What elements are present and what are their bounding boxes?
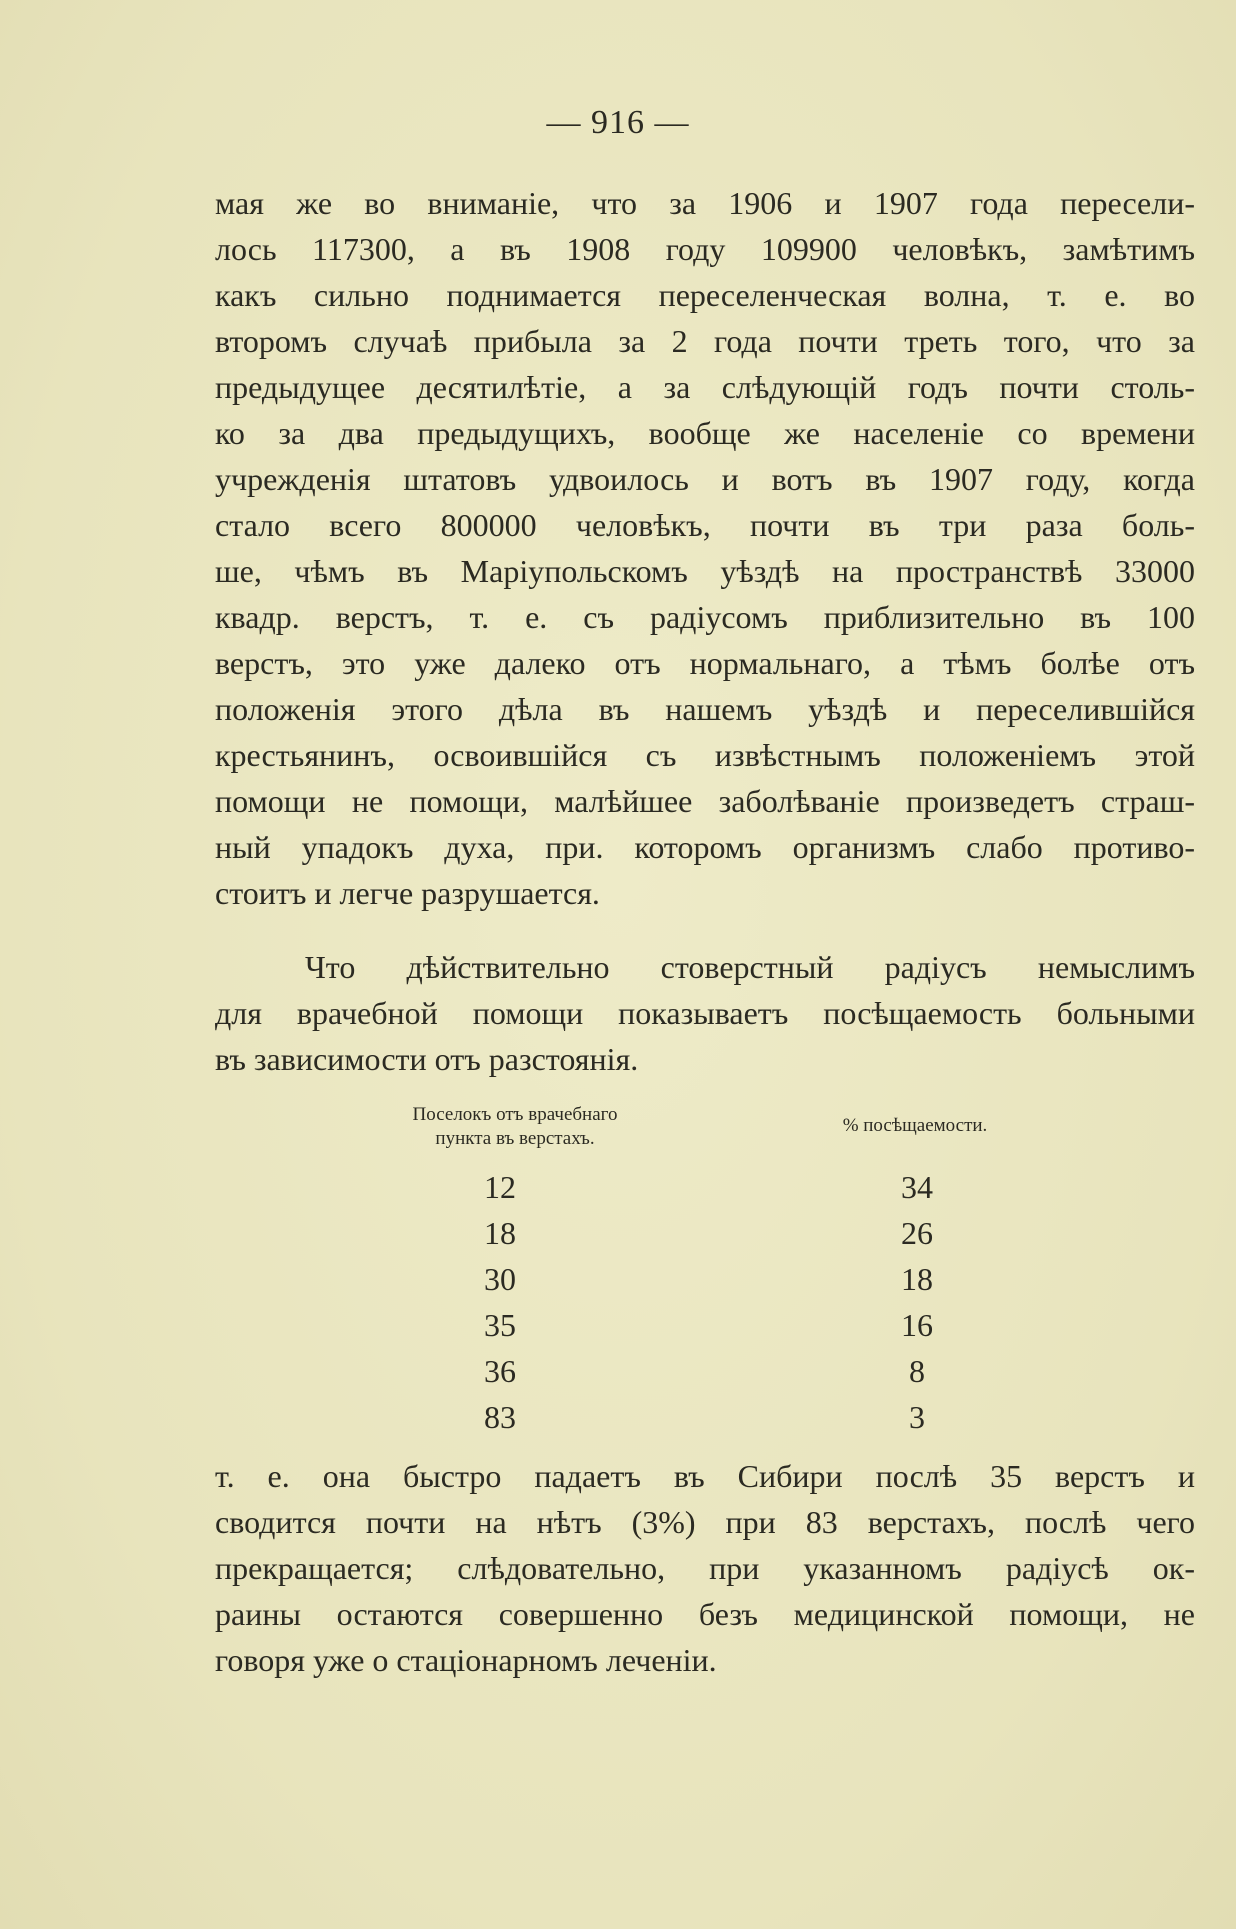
- text-line: сводится почти на нѣтъ (3%) при 83 верстахъ, послѣ чего: [215, 1504, 1195, 1540]
- text-line: раины остаются совершенно безъ медицинской помощи, не: [215, 1596, 1195, 1632]
- text-line: стоитъ и легче разрушается.: [215, 875, 600, 911]
- text-line: говоря уже о стаціонарномъ леченіи.: [215, 1642, 717, 1678]
- text-line: въ зависимости отъ разстоянія.: [215, 1041, 639, 1077]
- text-line: Что дѣйствительно стоверстный радіусъ немыслимъ: [305, 949, 1195, 985]
- cell-distance: 36: [484, 1353, 516, 1389]
- cell-attendance: 8: [909, 1353, 925, 1389]
- cell-distance: 30: [484, 1261, 516, 1297]
- text-line: лось 117300, а въ 1908 году 109900 человѣкъ, замѣтимъ: [215, 231, 1195, 267]
- cell-distance: 35: [484, 1307, 516, 1343]
- text-line: прекращается; слѣдовательно, при указанномъ радіусѣ ок-: [215, 1550, 1195, 1586]
- text-line: второмъ случаѣ прибыла за 2 года почти треть того, что за: [215, 323, 1195, 359]
- text-line: учрежденія штатовъ удвоилось и вотъ въ 1907 году, когда: [215, 461, 1195, 497]
- text-line: квадр. верстъ, т. е. съ радіусомъ приблизительно въ 100: [215, 599, 1195, 635]
- text-line: стало всего 800000 человѣкъ, почти въ три раза боль-: [215, 507, 1195, 543]
- cell-distance: 83: [484, 1399, 516, 1435]
- cell-attendance: 18: [901, 1261, 933, 1297]
- text-line: какъ сильно поднимается переселенческая волна, т. е. во: [215, 277, 1195, 313]
- cell-distance: 18: [484, 1215, 516, 1251]
- text-line: верстъ, это уже далеко отъ нормальнаго, а тѣмъ болѣе отъ: [215, 645, 1195, 681]
- cell-attendance: 34: [901, 1169, 933, 1205]
- text-line: предыдущее десятилѣтіе, а за слѣдующій годъ почти столь-: [215, 369, 1195, 405]
- text-line: крестьянинъ, освоившійся съ извѣстнымъ положеніемъ этой: [215, 737, 1195, 773]
- text-line: мая же во вниманіе, что за 1906 и 1907 года пересели-: [215, 185, 1195, 221]
- text-line: положенія этого дѣла въ нашемъ уѣздѣ и переселившійся: [215, 691, 1195, 727]
- cell-attendance: 3: [909, 1399, 925, 1435]
- page-number: — 916 —: [546, 104, 690, 141]
- cell-distance: 12: [484, 1169, 516, 1205]
- cell-attendance: 16: [901, 1307, 933, 1343]
- cell-attendance: 26: [901, 1215, 933, 1251]
- text-line: ше, чѣмъ въ Маріупольскомъ уѣздѣ на пространствѣ 33000: [215, 553, 1195, 589]
- text-line: т. е. она быстро падаетъ въ Сибири послѣ 35 верстъ и: [215, 1458, 1195, 1494]
- text-line: ный упадокъ духа, при. которомъ организмъ слабо противо-: [215, 829, 1195, 865]
- text-line: помощи не помощи, малѣйшее заболѣваніе произведетъ страш-: [215, 783, 1195, 819]
- text-line: ко за два предыдущихъ, вообще же населеніе со времени: [215, 415, 1195, 451]
- table-header-distance: Поселокъ отъ врачебнаго пункта въ верстахъ.: [412, 1104, 618, 1149]
- table-header-attendance: % посѣщаемости.: [842, 1115, 988, 1136]
- text-line: для врачебной помощи показываетъ посѣщаемость больными: [215, 995, 1195, 1031]
